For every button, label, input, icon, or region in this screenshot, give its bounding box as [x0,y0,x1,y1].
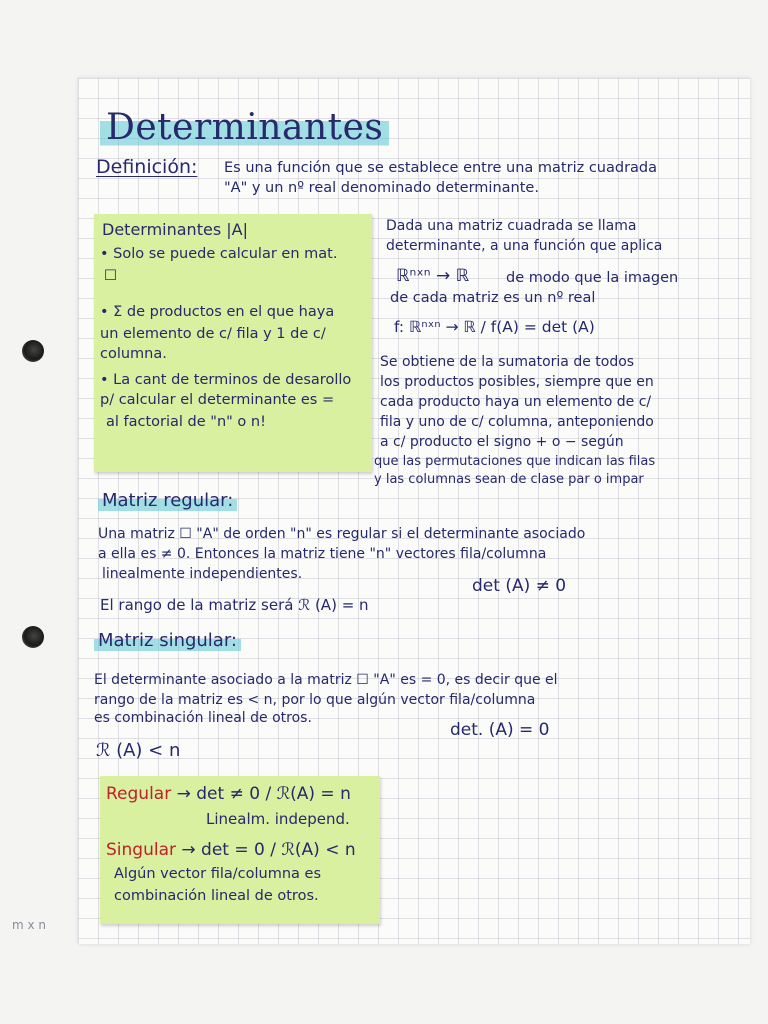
sticky-line: • Σ de productos en el que haya [100,304,335,320]
sticky-note-summary [100,776,380,924]
regular-rango: El rango de la matriz será ℛ (A) = n [100,596,369,614]
singular-label: Singular [106,840,176,860]
right-line: determinante, a una función que aplica [386,238,663,254]
regular-summary: → det ≠ 0 / ℛ(A) = n [176,784,351,804]
sticky-line: • Solo se puede calcular en mat. [100,246,338,262]
definition-line-2: "A" y un nº real denominado determinante. [224,180,539,196]
right-line: de cada matriz es un nº real [390,290,596,306]
sticky-line: p/ calcular el determinante es = [100,392,335,408]
sticky-line: un elemento de c/ fila y 1 de c/ [100,326,326,342]
right-line: a c/ producto el signo + o − según [380,434,624,450]
sticky-heading: Determinantes |A| [102,220,248,239]
singular-det: det. (A) = 0 [450,720,550,740]
singular-line: El determinante asociado a la matriz ☐ "A" es = 0, es decir que el [94,672,558,688]
sticky-note-determinantes [94,214,372,472]
right-line: los productos posibles, siempre que en [380,374,654,390]
singular-line: es combinación lineal de otros. [94,710,312,726]
sticky-line: columna. [100,346,167,362]
singular-rango: ℛ (A) < n [96,740,181,761]
singular-summary: → det = 0 / ℛ(A) < n [181,840,356,860]
regular-line: Una matriz ☐ "A" de orden "n" es regular si el determinante asociado [98,526,586,542]
singular-line: rango de la matriz es < n, por lo que algún vector fila/columna [94,692,536,708]
regular-det: det (A) ≠ 0 [472,576,567,596]
sticky-line: • La cant de terminos de desarollo [100,372,352,388]
summary-singular-row [106,840,356,860]
right-line: cada producto haya un elemento de c/ [380,394,652,410]
definition-label: Definición: [96,156,198,178]
summary-regular-row [106,784,351,804]
right-line: de modo que la imagen [506,270,679,286]
right-line: y las columnas sean de clase par o impar [374,472,644,487]
regular-line: a ella es ≠ 0. Entonces la matriz tiene "n" vectores fila/columna [98,546,547,562]
singular-heading: Matriz singular: [94,630,241,652]
regular-line: linealmente independientes. [102,566,303,582]
right-line: Dada una matriz cuadrada se llama [386,218,637,234]
page-title: Determinantes [100,106,389,149]
corner-note: m x n [12,918,47,932]
map-expression: ℝⁿˣⁿ → ℝ [396,266,470,286]
summary-singular-line3: combinación lineal de otros. [114,888,319,904]
sticky-line: al factorial de "n" o n! [106,414,266,430]
notebook-page [78,78,750,944]
summary-singular-line2: Algún vector fila/columna es [114,866,322,882]
binder-hole-bottom [22,626,44,648]
right-line: fila y uno de c/ columna, anteponiendo [380,414,654,430]
summary-regular-line2: Linealm. independ. [206,810,350,828]
sticky-line: ☐ [104,268,117,284]
definition-line-1: Es una función que se establece entre una matriz cuadrada [224,160,658,176]
right-line: que las permutaciones que indican las filas [374,454,656,469]
regular-label: Regular [106,784,172,804]
regular-heading: Matriz regular: [98,490,237,512]
binder-hole-top [22,340,44,362]
right-line: Se obtiene de la sumatoria de todos [380,354,635,370]
determinant-formula: f: ℝⁿˣⁿ → ℝ / f(A) = det (A) [394,318,595,336]
